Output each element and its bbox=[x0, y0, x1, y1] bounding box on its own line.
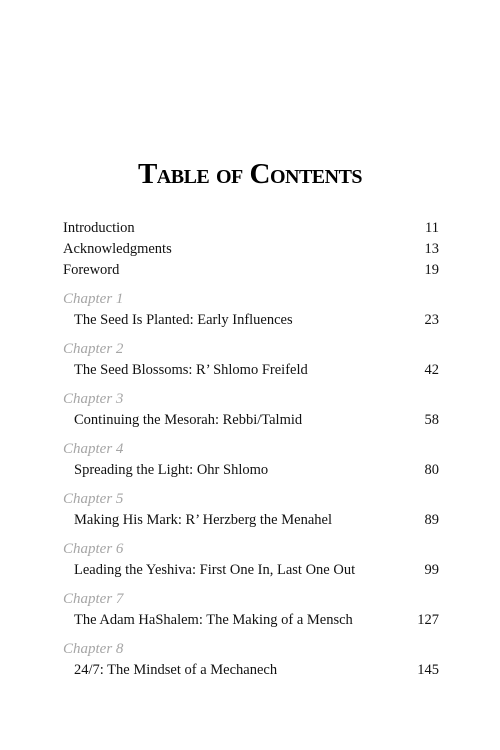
toc-entry-page: 58 bbox=[424, 412, 439, 428]
toc-entry-chapter-1[interactable] bbox=[63, 310, 439, 331]
toc-entry-label: Spreading the Light: Ohr Shlomo bbox=[74, 462, 269, 478]
chapter-8 bbox=[63, 638, 439, 681]
toc-entry-page: 11 bbox=[425, 220, 439, 236]
toc-entry-page: 99 bbox=[424, 562, 439, 578]
chapter-5 bbox=[63, 488, 439, 531]
toc-entry-label: 24/7: The Mindset of a Mechanech bbox=[74, 662, 278, 678]
page-title: Table of Contents bbox=[137, 158, 363, 190]
toc-entry-label: The Seed Is Planted: Early Influences bbox=[74, 312, 293, 328]
chapter-label: Chapter 5 bbox=[63, 491, 124, 507]
chapter-1 bbox=[63, 288, 439, 331]
toc-entry-chapter-4[interactable] bbox=[63, 460, 439, 481]
chapter-label: Chapter 4 bbox=[63, 441, 124, 457]
toc-entry-foreword[interactable] bbox=[63, 260, 439, 281]
toc-entry-chapter-8[interactable] bbox=[63, 660, 439, 681]
chapter-7 bbox=[63, 588, 439, 631]
chapter-label: Chapter 2 bbox=[63, 341, 124, 357]
chapter-2 bbox=[63, 338, 439, 381]
toc-entry-label: Introduction bbox=[63, 220, 135, 236]
toc-entry-page: 42 bbox=[424, 362, 439, 378]
toc-entry-label: Leading the Yeshiva: First One In, Last One Out bbox=[74, 562, 356, 578]
chapter-3 bbox=[63, 388, 439, 431]
toc-entry-page: 80 bbox=[424, 462, 439, 478]
chapter-6 bbox=[63, 538, 439, 581]
toc-entry-chapter-7[interactable] bbox=[63, 610, 439, 631]
toc-entry-page: 13 bbox=[424, 241, 439, 257]
toc-entry-acknowledgments[interactable] bbox=[63, 239, 439, 260]
toc-entry-introduction[interactable] bbox=[63, 218, 439, 239]
toc-entry-page: 23 bbox=[424, 312, 439, 328]
chapter-4 bbox=[63, 438, 439, 481]
toc-entry-chapter-5[interactable] bbox=[63, 510, 439, 531]
chapter-label: Chapter 1 bbox=[63, 291, 124, 307]
toc-entry-chapter-3[interactable] bbox=[63, 410, 439, 431]
chapter-label: Chapter 8 bbox=[63, 641, 124, 657]
toc-entry-chapter-6[interactable] bbox=[63, 560, 439, 581]
toc-entry-label: The Adam HaShalem: The Making of a Mensch bbox=[74, 612, 353, 628]
chapter-label: Chapter 6 bbox=[63, 541, 124, 557]
chapter-label: Chapter 7 bbox=[63, 591, 124, 607]
toc-entry-label: Acknowledgments bbox=[63, 241, 172, 257]
toc-entry-label: Foreword bbox=[63, 262, 120, 278]
toc-entry-page: 127 bbox=[417, 612, 439, 628]
toc-entry-label: Continuing the Mesorah: Rebbi/Talmid bbox=[74, 412, 303, 428]
toc-entry-label: The Seed Blossoms: R’ Shlomo Freifeld bbox=[74, 362, 308, 378]
toc-entry-chapter-2[interactable] bbox=[63, 360, 439, 381]
toc-entry-page: 19 bbox=[424, 262, 439, 278]
toc-entry-page: 89 bbox=[424, 512, 439, 528]
chapter-label: Chapter 3 bbox=[63, 391, 124, 407]
toc-entry-page: 145 bbox=[417, 662, 439, 678]
toc-entry-label: Making His Mark: R’ Herzberg the Menahel bbox=[74, 512, 332, 528]
table-of-contents bbox=[63, 218, 439, 681]
